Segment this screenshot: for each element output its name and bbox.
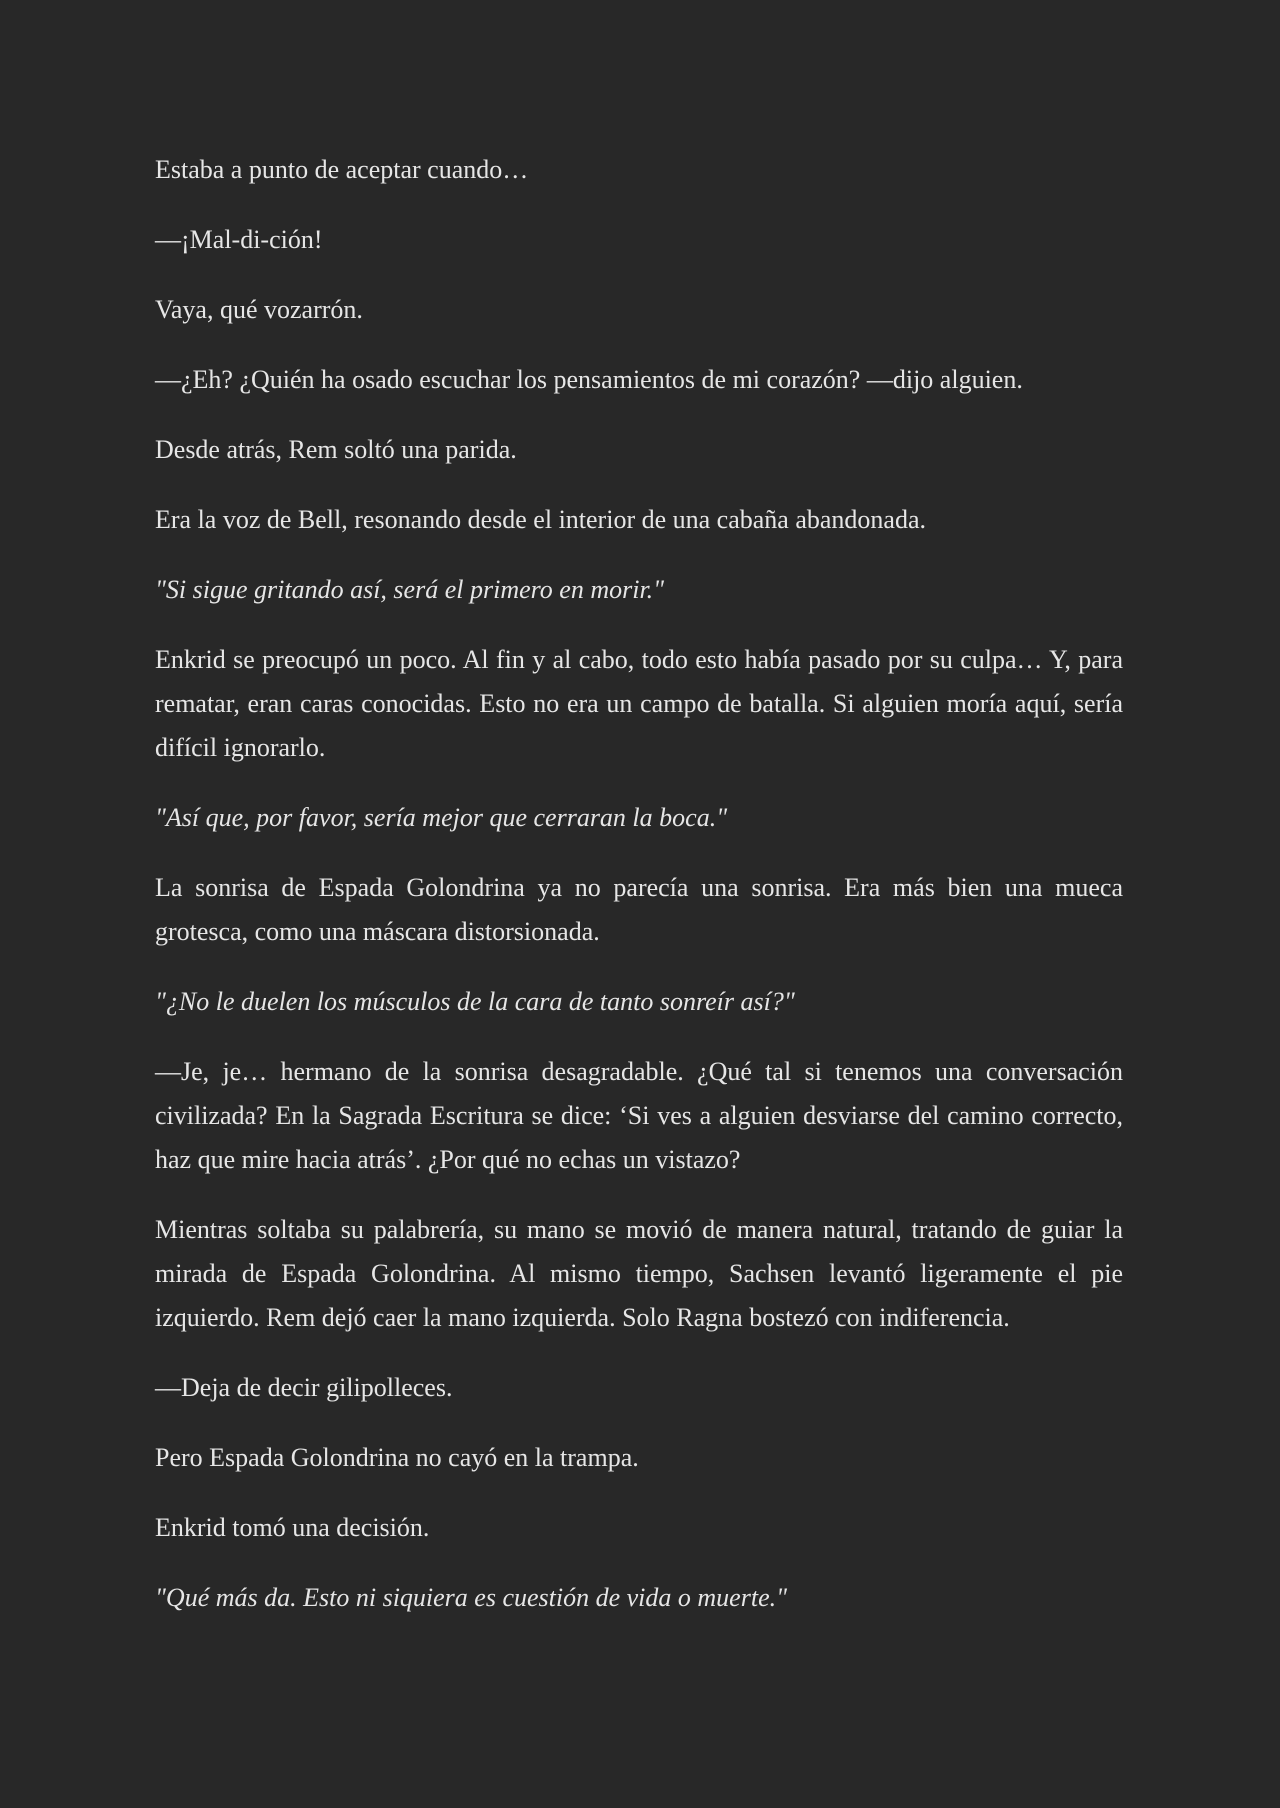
paragraph: Pero Espada Golondrina no cayó en la trampa. — [155, 1443, 639, 1472]
inner-thought: "Si sigue gritando así, será el primero en morir." — [155, 575, 665, 604]
dialogue-line: —Deja de decir gilipolleces. — [155, 1373, 453, 1402]
dialogue-line: —Je, je… hermano de la sonrisa desagradable. ¿Qué tal si tenemos una conversación civilizada? En la Sagrada Escritura se dice: ‘Si ves a alguien desviarse del camino correcto, haz que mire hacia atrás’. ¿Por qué no echas un vistazo? — [155, 1057, 1123, 1174]
paragraph: Vaya, qué vozarrón. — [155, 295, 363, 324]
inner-thought: "Así que, por favor, sería mejor que cerraran la boca." — [155, 803, 728, 832]
inner-thought: "¿No le duelen los músculos de la cara de tanto sonreír así?" — [155, 987, 795, 1016]
reader-content — [155, 148, 1123, 1646]
paragraph: La sonrisa de Espada Golondrina ya no parecía una sonrisa. Era más bien una mueca grotesca, como una máscara distorsionada. — [155, 873, 1123, 946]
paragraph: Mientras soltaba su palabrería, su mano se movió de manera natural, tratando de guiar la mirada de Espada Golondrina. Al mismo tiempo, Sachsen levantó ligeramente el pie izquierdo. Rem dejó caer la mano izquierda. Solo Ragna bostezó con indiferencia. — [155, 1215, 1123, 1332]
dialogue-line: —¡Mal-di-ción! — [155, 225, 323, 254]
paragraph: Era la voz de Bell, resonando desde el interior de una cabaña abandonada. — [155, 505, 926, 534]
inner-thought: "Qué más da. Esto ni siquiera es cuestión de vida o muerte." — [155, 1583, 788, 1612]
paragraph: Estaba a punto de aceptar cuando… — [155, 155, 529, 184]
dialogue-line: —¿Eh? ¿Quién ha osado escuchar los pensamientos de mi corazón? —dijo alguien. — [155, 365, 1023, 394]
paragraph: Enkrid tomó una decisión. — [155, 1513, 430, 1542]
paragraph: Enkrid se preocupó un poco. Al fin y al cabo, todo esto había pasado por su culpa… Y, para rematar, eran caras conocidas. Esto no era un campo de batalla. Si alguien moría aquí, sería difícil ignorarlo. — [155, 645, 1123, 762]
paragraph: Desde atrás, Rem soltó una parida. — [155, 435, 517, 464]
